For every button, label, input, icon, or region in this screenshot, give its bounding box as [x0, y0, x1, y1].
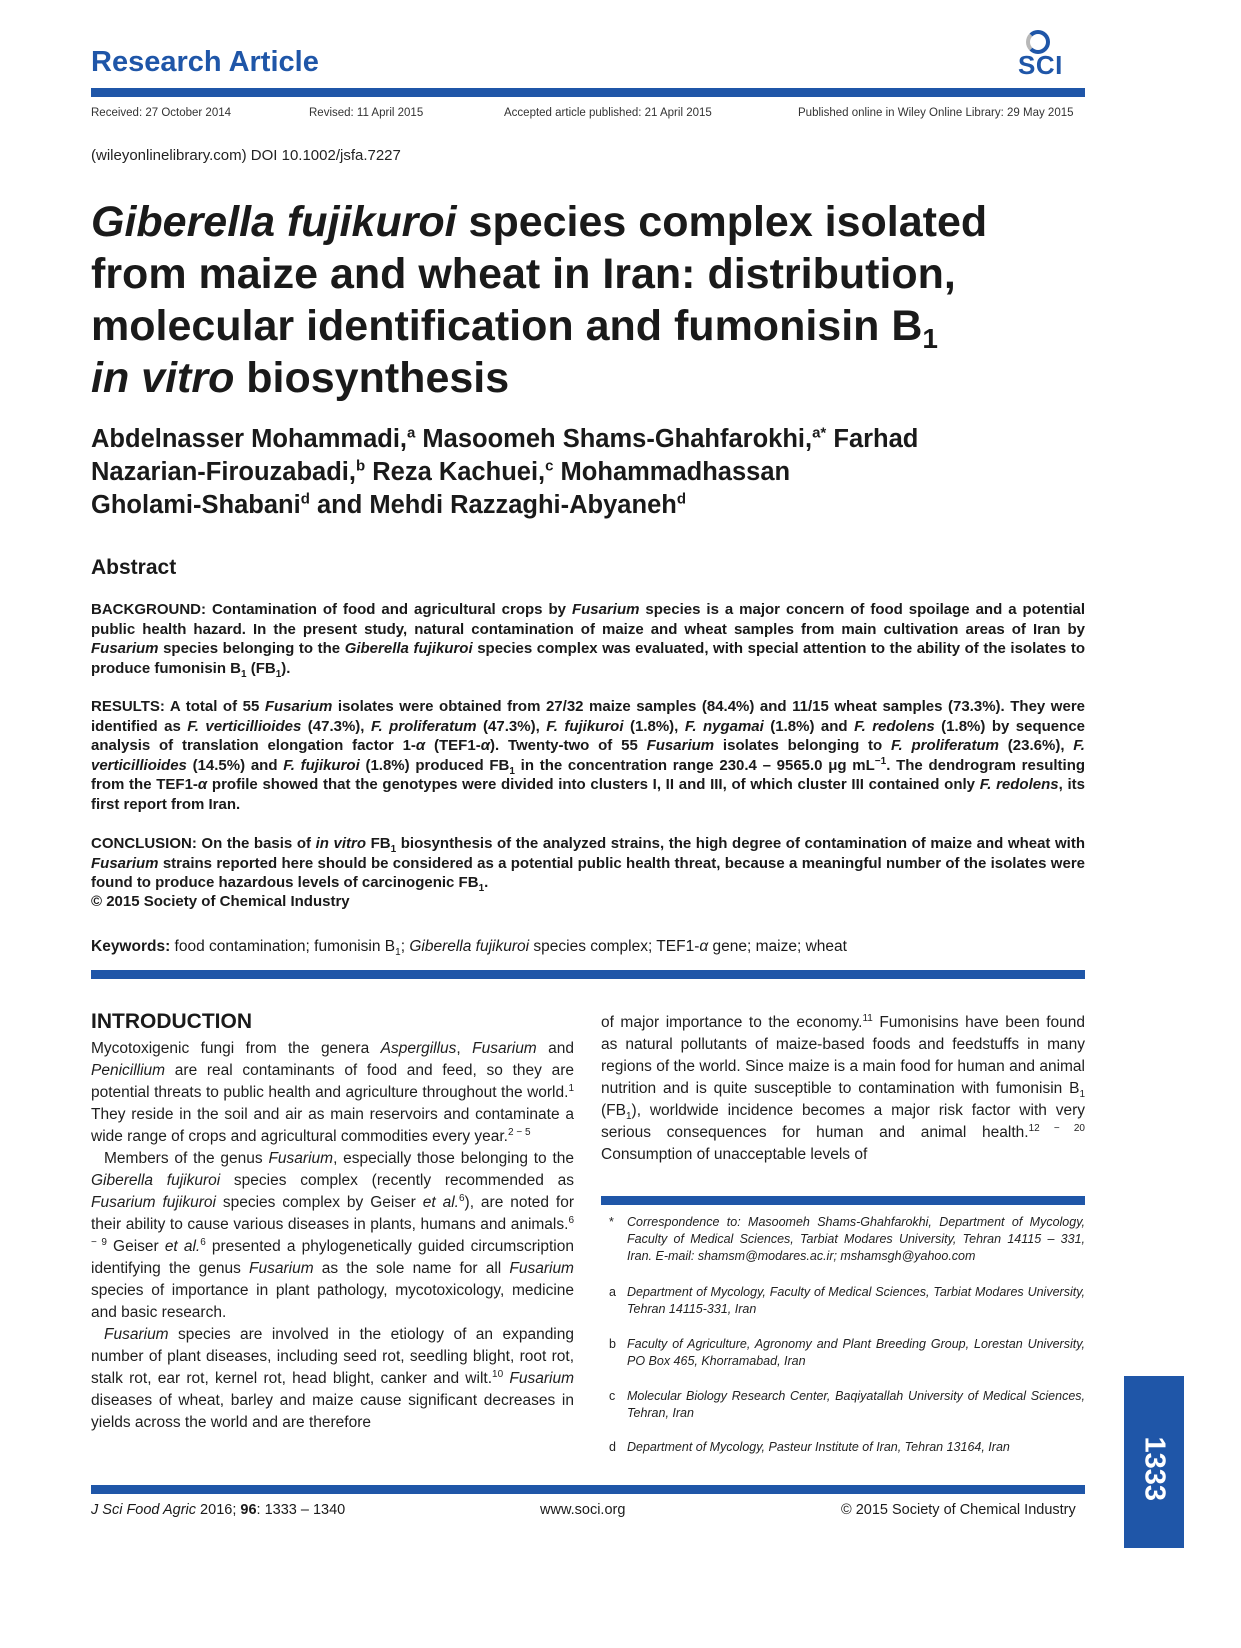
doi-line: (wileyonlinelibrary.com) DOI 10.1002/jsfa.7227: [91, 147, 401, 164]
page-number: 1333: [1138, 1436, 1171, 1502]
affiliation-a: a Department of Mycology, Faculty of Medical Sciences, Tarbiat Modares University, Tehran 14115-331, Iran: [609, 1285, 1085, 1316]
intro-paragraph: Fusarium species are involved in the etiology of an expanding number of plant diseases, including seed rot, seedling blight, root rot, stalk rot, ear rot, kernel rot, head blight, canker and wilt.$^{10}$ Fusarium diseases of wheat, barley and maize cause significant decreases in yields across the world and are therefore: [91, 1326, 574, 1431]
introduction-heading: INTRODUCTION: [91, 1010, 252, 1033]
intro-paragraph: Members of the genus Fusarium, especially those belonging to the Giberella fujikuroi species complex (recently recommended as Fusarium fujikuroi species complex by Geiser et al.$^6$), are noted for their ability to cause various diseases in plants, humans and animals.$^{6 - 9}$ Geiser et al.$^6$ presented a phylogenetically guided circumscription identifying the genus Fusarium as the sole name for all Fusarium species of importance in plant pathology, mycotoxicology, medicine and basic research.: [91, 1150, 575, 1321]
affiliations-rule: [601, 1196, 1085, 1205]
author-list: Abdelnasser Mohammadi,$^a$ Masoomeh Shams-Ghahfarokhi,$^{a*}$ Farhad Nazarian-Firouzabadi,$^b$ Reza Kachuei,$^c$ Mohammadhassan Gholami-Shabani$^d$ and Mehdi Razzaghi-Abyaneh$^d$: [91, 424, 919, 519]
article-type-label: Research Article: [91, 46, 319, 78]
sci-logo: [1018, 28, 1088, 80]
accepted-date: Accepted article published: 21 April 2015: [504, 107, 712, 119]
correspondence-note: * Correspondence to: Masoomeh Shams-Ghahfarokhi, Department of Mycology, Faculty of Medical Sciences, Tarbiat Modares University, Tehran 14115 – 331, Iran. E-mail: shamsm@modares.ac.ir; mshamsgh@yahoo.com: [609, 1215, 1085, 1263]
page-number-tab: [1124, 1376, 1184, 1548]
abstract-heading: Abstract: [91, 556, 177, 579]
intro-paragraph: Mycotoxigenic fungi from the genera Aspergillus, Fusarium and Penicillium are real contaminants of food and feed, so they are potential threats to public health and agriculture throughout the world.$^1$ They reside in the soil and air as main reservoirs and contaminate a wide range of crops and agricultural commodities every year.$^{2 - 5}$: [91, 1040, 574, 1145]
article-title: Giberella fujikuroi species complex isolated from maize and wheat in Iran: distribution, molecular identification and fumonisin $B_1$ in vitro biosynthesis: [91, 198, 988, 402]
affiliation-c: c Molecular Biology Research Center, Baqiyatallah University of Medical Sciences, Tehran, Iran: [609, 1389, 1085, 1420]
section-rule: [91, 970, 1085, 979]
header-rule: [91, 88, 1085, 97]
received-date: Received: 27 October 2014: [91, 107, 232, 119]
logo-text: SCI: [1018, 50, 1063, 80]
abstract-conclusion: CONCLUSION: On the basis of in vitro $FB_1$ biosynthesis of the analyzed strains, the high degree of contamination of maize and wheat with Fusarium strains reported here should be considered as a potential public health threat, because a meaningful number of the isolates were found to produce hazardous levels of carcinogenic $FB_1$.: [91, 835, 1085, 894]
revised-date: Revised: 11 April 2015: [309, 107, 424, 119]
abstract-results: RESULTS: A total of 55 Fusarium isolates were obtained from 27/32 maize samples (84.4%) and 11/15 wheat samples (73.3%). They were identified as F. verticillioides (47.3%), F. proliferatum (47.3%), F. fujikuroi (1.8%), F. nygamai (1.8%) and F. redolens (1.8%) by sequence analysis of translation elongation factor 1-α (TEF1-α). Twenty-two of 55 Fusarium isolates belonging to F. proliferatum (23.6%), F. verticillioides (14.5%) and F. fujikuroi (1.8%) produced $FB_1$ in the concentration range 230.4 – 9565.0 μg $mL^{-1}$. The dendrogram resulting from the TEF1-α profile showed that the genotypes were divided into clusters I, II and III, of which cluster III contained only F. redolens, its first report from Iran.: [91, 698, 1086, 813]
intro-left-column: [91, 1038, 574, 1434]
footer-website: www.soci.org: [540, 1502, 626, 1518]
affiliation-b: b Faculty of Agriculture, Agronomy and Plant Breeding Group, Lorestan University, PO Box 465, Khorramabad, Iran: [609, 1337, 1085, 1368]
abstract-copyright: © 2015 Society of Chemical Industry: [91, 893, 350, 910]
published-date: Published online in Wiley Online Library: 29 May 2015: [798, 107, 1074, 119]
affiliation-d: d Department of Mycology, Pasteur Institute of Iran, Tehran 13164, Iran: [609, 1440, 1010, 1454]
abstract-background: BACKGROUND: Contamination of food and agricultural crops by Fusarium species is a major concern of food spoilage and a potential public health hazard. In the present study, natural contamination of maize and wheat samples from main cultivation areas of Iran by Fusarium species belonging to the Giberella fujikuroi species complex was evaluated, with special attention to the ability of the isolates to produce fumonisin $B_1$ $(FB_1)$.: [91, 601, 1085, 680]
footer-citation: J Sci Food Agric 2016; 96: 1333 – 1340: [91, 1502, 346, 1518]
keywords-line: Keywords: food contamination; fumonisin $B_1$; Giberella fujikuroi species complex; TEF1-α gene; maize; wheat: [91, 938, 847, 959]
footer-rule: [91, 1485, 1085, 1494]
keywords-label: Keywords:: [91, 938, 171, 955]
footer-copyright: © 2015 Society of Chemical Industry: [841, 1502, 1076, 1518]
intro-right-column: of major importance to the economy.$^{11}$ Fumonisins have been found as natural pollutants of maize-based foods and feedstuffs in many regions of the world. Since maize is a main food for human and animal nutrition and is quite susceptible to contamination with fumonisin $B_1$ $(FB_1)$, worldwide incidence becomes a major risk factor with very serious consequences for human and animal health.$^{12 - 20}$ Consumption of unacceptable levels of: [601, 1012, 1085, 1163]
